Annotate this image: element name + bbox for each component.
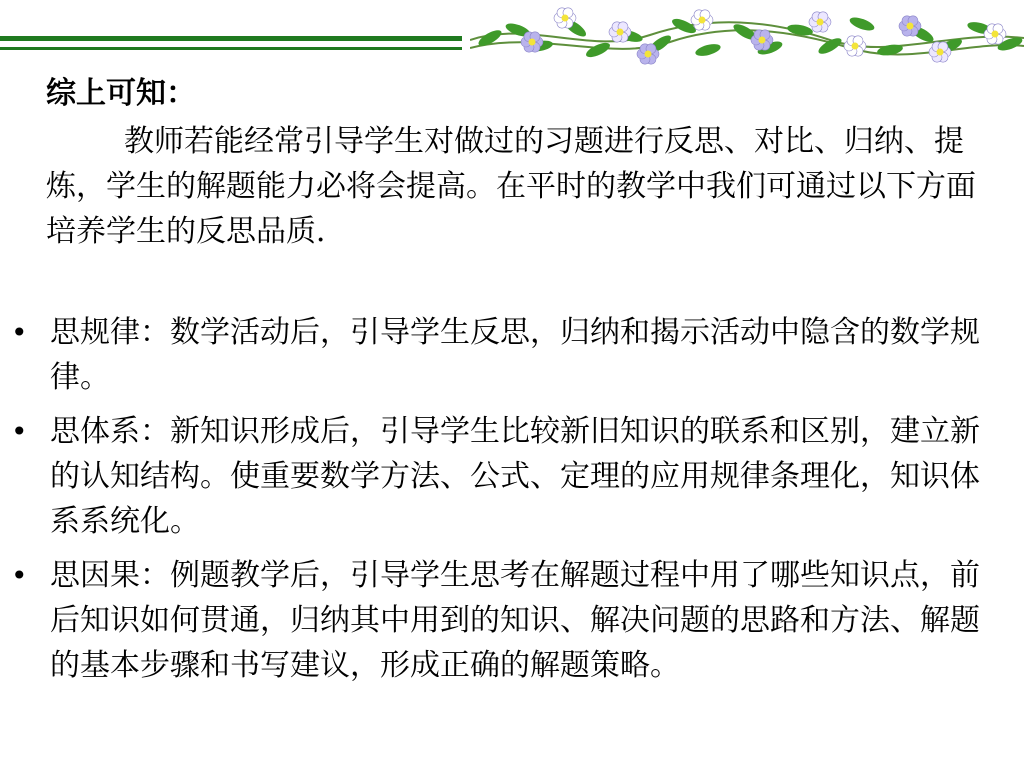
flower-icon xyxy=(809,12,831,32)
flower-icon xyxy=(691,10,713,30)
bullet-item-rules xyxy=(0,310,1024,400)
bullet-dot-icon: • xyxy=(11,415,28,448)
header-bar-thick xyxy=(0,36,462,41)
header-bar-thin xyxy=(0,47,462,50)
flower-icon xyxy=(751,30,773,50)
bullet-text: 思体系：新知识形成后，引导学生比较新旧知识的联系和区别，建立新的认知结构。使重要数学方法、公式、定理的应用规律条理化，知识体系系统化。 xyxy=(50,414,980,539)
flower-icon xyxy=(521,32,543,52)
leaf-icon xyxy=(848,15,876,33)
flower-icon xyxy=(899,16,921,36)
bullet-text: 思规律：数学活动后，引导学生反思，归纳和揭示活动中隐含的数学规律。 xyxy=(50,315,980,395)
bullet-dot-icon: • xyxy=(11,559,28,592)
leaf-icon xyxy=(584,40,612,60)
slide-heading: 综上可知： xyxy=(46,76,196,111)
flower-garland-decoration xyxy=(470,0,1024,70)
intro-text: 教师若能经常引导学生对做过的习题进行反思、对比、归纳、提炼，学生的解题能力必将会提高。在平时的教学中我们可通过以下方面培养学生的反思品质． xyxy=(46,124,976,249)
flower-icon xyxy=(554,8,576,28)
bullet-text: 思因果：例题教学后，引导学生思考在解题过程中用了哪些知识点，前后知识如何贯通，归纳其中用到的知识、解决问题的思路和方法、解题的基本步骤和书写建议，形成正确的解题策略。 xyxy=(50,558,980,683)
flower-icon xyxy=(637,44,659,64)
bullet-item-system xyxy=(0,409,1024,544)
flower-icon xyxy=(844,36,866,56)
intro-paragraph xyxy=(46,119,976,254)
bullet-dot-icon: • xyxy=(11,316,28,349)
flower-icon xyxy=(929,42,951,62)
flower-icon xyxy=(984,24,1006,44)
flower-icon xyxy=(609,22,631,42)
bullet-list xyxy=(0,310,1024,697)
bullet-item-cause xyxy=(0,553,1024,688)
leaf-icon xyxy=(694,42,722,58)
